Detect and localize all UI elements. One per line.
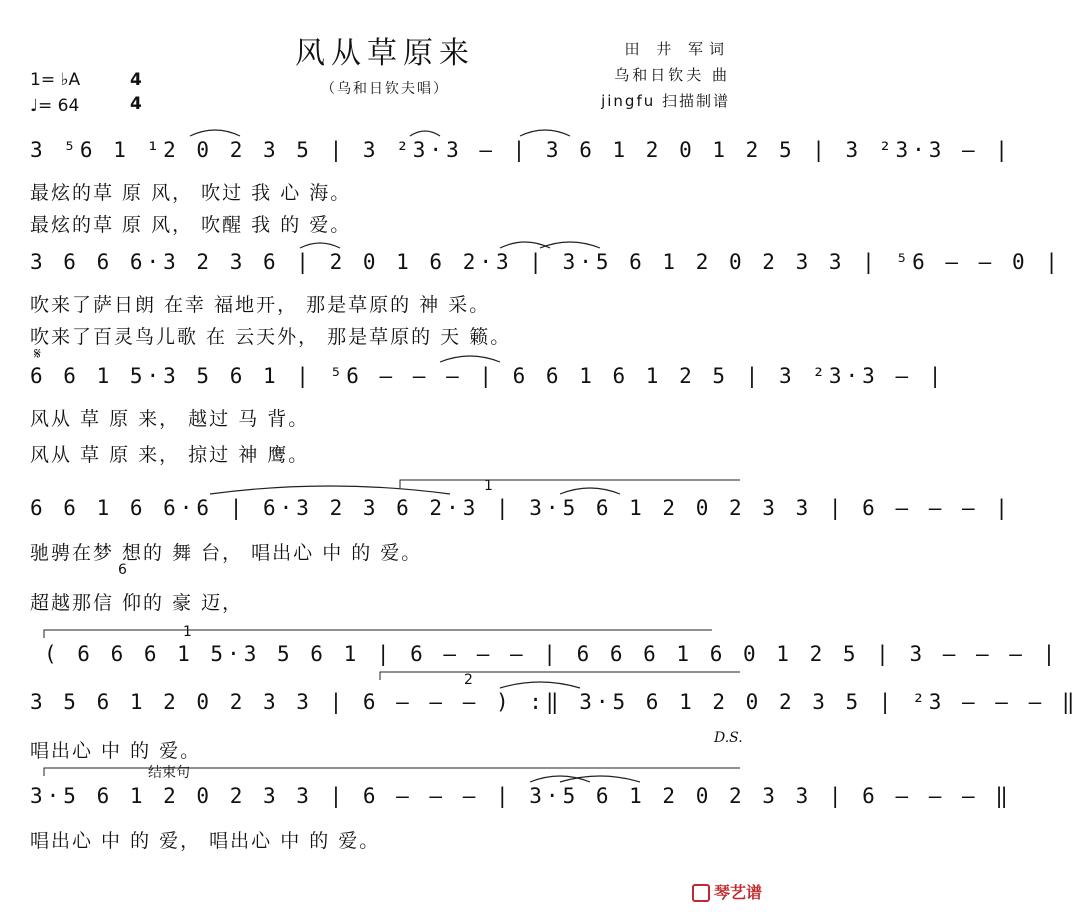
slur — [560, 488, 620, 494]
lyric-line: 最炫的草 原 风， 吹醒 我 的 爱。 — [30, 214, 352, 236]
ending-1-label: 1 — [484, 478, 493, 494]
notation-row: 3 6 6 6·3 2 3 6 | 2 0 1 6 2·3 | 3·5 6 1 2 0 2 3 3 | ⁵6 – – 0 | — [30, 250, 1062, 274]
slur — [190, 130, 240, 136]
lyric-line: 唱出心 中 的 爱， 唱出心 中 的 爱。 — [30, 830, 381, 852]
slur — [210, 486, 450, 494]
lyric-line: 吹来了百灵鸟儿歌 在 云天外， 那是草原的 天 籁。 — [30, 326, 512, 348]
notation-row: 3 ⁵6 1 ¹2 0 2 3 5 | 3 ²3·3 – | 3 6 1 2 0 1 2 5 | 3 ²3·3 – | — [30, 138, 1012, 162]
slur — [530, 776, 590, 782]
lyric-line: 风从 草 原 来， 越过 马 背。 — [30, 408, 310, 430]
time-signature-top: 4 — [130, 70, 142, 90]
lyric-line: 最炫的草 原 风， 吹过 我 心 海。 — [30, 182, 352, 204]
ending-1-label: 1 — [183, 624, 192, 640]
slur — [520, 130, 570, 136]
slur — [500, 242, 550, 248]
transcriber-credit: jingfu 扫描制谱 — [601, 92, 730, 110]
lyric-line: 超越那信 仰的 豪 迈， — [30, 592, 244, 614]
slur — [410, 131, 440, 136]
slur — [300, 243, 340, 248]
lyric-line: 驰骋在梦 想的 舞 台， 唱出心 中 的 爱。 — [30, 542, 423, 564]
coda-label: 结束句 — [148, 765, 190, 781]
slur — [560, 776, 640, 782]
ending-2-label: 2 — [464, 672, 473, 688]
slur — [540, 242, 600, 248]
lyricist-credit: 田 井 军词 — [624, 40, 730, 58]
piano-logo-icon — [692, 884, 710, 902]
segno-sign: 𝄋 — [34, 344, 41, 363]
volta-bracket — [400, 480, 740, 488]
lyric-line: 风从 草 原 来， 掠过 神 鹰。 — [30, 444, 310, 466]
notation-row: 6 6 1 5·3 5 6 1 | ⁵6 – – – | 6 6 1 6 1 2 5 | 3 ²3·3 – | — [30, 364, 946, 388]
composer-credit: 乌和日钦夫 曲 — [614, 66, 730, 84]
lyric-line: 唱出心 中 的 爱。 — [30, 740, 202, 762]
notation-row: 3·5 6 1 2 0 2 3 3 | 6 – – – | 3·5 6 1 2 0 2 3 3 | 6 – – – ‖ — [30, 784, 1012, 808]
volta-bracket — [44, 630, 712, 638]
ds-mark: D.S. — [714, 730, 743, 746]
lyric-line: 吹来了萨日朗 在幸 福地开， 那是草原的 神 采。 — [30, 294, 491, 316]
footer-brand[interactable] — [692, 880, 762, 903]
notation-row: 6 6 1 6 6·6 | 6·3 2 3 6 2·3 | 3·5 6 1 2 0 2 3 3 | 6 – – – | — [30, 496, 1012, 520]
notation-row: ( 6 6 6 1 5·3 5 6 1 | 6 – – – | 6 6 6 1 6 0 1 2 5 | 3 – – – | — [44, 642, 1060, 666]
slur — [500, 682, 580, 688]
footer-brand-label: 琴艺谱 — [713, 883, 762, 902]
subtitle: （乌和日钦夫唱） — [321, 81, 449, 97]
notation-row: 3 5 6 1 2 0 2 3 3 | 6 – – – ) :‖ 3·5 6 1 2 0 2 3 5 | ²3 – – – ‖ — [30, 690, 1079, 714]
key-signature: 1= ♭A — [30, 70, 81, 90]
title: 风从草原来 — [295, 36, 475, 71]
time-signature-bottom: 4 — [130, 94, 142, 114]
slur — [440, 356, 500, 362]
tempo-marking: ♩= 64 — [30, 96, 80, 116]
grace-note: 6 — [118, 562, 127, 578]
volta-bracket — [380, 672, 740, 680]
